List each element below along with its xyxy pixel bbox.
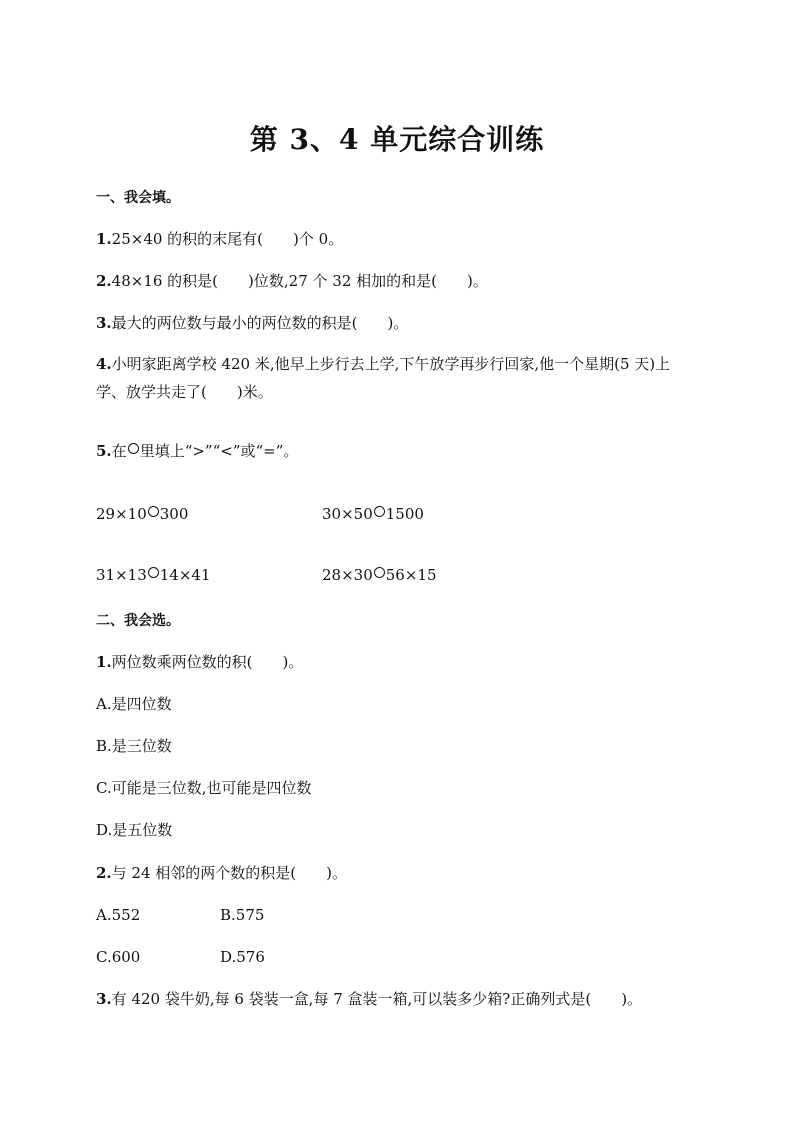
question-2-3 xyxy=(96,988,642,1010)
question-text: 25×40 的积的末尾有( )个 0。 xyxy=(111,230,344,248)
question-text: 两位数乘两位数的积( )。 xyxy=(111,653,304,671)
question-text-pre: 在 xyxy=(111,442,127,460)
question-text: 最大的两位数与最小的两位数的积是( )。 xyxy=(111,314,409,332)
section-heading-fill: 一、我会填。 xyxy=(96,190,180,206)
option-c[interactable]: C.可能是三位数,也可能是四位数 xyxy=(96,779,312,797)
option-c[interactable]: C.600 xyxy=(96,948,141,966)
question-text: 有 420 袋牛奶,每 6 袋装一盒,每 7 盒装一箱,可以装多少箱?正确列式是( )。 xyxy=(111,990,643,1008)
compare-circle-icon[interactable] xyxy=(148,567,159,578)
question-number: 1. xyxy=(96,230,112,248)
question-number: 2. xyxy=(96,272,112,290)
option-b[interactable]: B.是三位数 xyxy=(96,737,172,755)
question-2-2 xyxy=(96,862,347,884)
compare-circle-icon[interactable] xyxy=(148,506,159,517)
question-number: 2. xyxy=(96,864,112,882)
compare-item-1 xyxy=(96,503,188,525)
compare-item-2 xyxy=(322,503,424,525)
question-1-4 xyxy=(96,350,696,406)
compare-right: 300 xyxy=(159,505,189,523)
page-title: 第 3、4 单元综合训练 xyxy=(249,123,545,156)
option-a[interactable]: A.552 xyxy=(96,906,141,924)
question-2-1 xyxy=(96,651,303,673)
option-d[interactable]: D.是五位数 xyxy=(96,821,173,839)
compare-left: 31×13 xyxy=(96,566,147,584)
question-1-2 xyxy=(96,270,488,292)
section-heading-choice: 二、我会选。 xyxy=(96,613,180,629)
question-1-1 xyxy=(96,228,343,250)
question-text: 与 24 相邻的两个数的积是( )。 xyxy=(111,864,348,882)
option-a[interactable]: A.是四位数 xyxy=(96,695,172,713)
compare-circle-icon[interactable] xyxy=(374,506,385,517)
question-number: 1. xyxy=(96,653,112,671)
compare-right: 1500 xyxy=(385,505,424,523)
compare-circle-icon xyxy=(128,443,139,454)
compare-left: 29×10 xyxy=(96,505,147,523)
question-number: 3. xyxy=(96,314,112,332)
question-number: 5. xyxy=(96,442,112,460)
question-1-3 xyxy=(96,312,408,334)
question-number: 4. xyxy=(96,355,112,373)
option-d[interactable]: D.576 xyxy=(220,948,265,966)
compare-left: 30×50 xyxy=(322,505,373,523)
option-b[interactable]: B.575 xyxy=(220,906,265,924)
compare-left: 28×30 xyxy=(322,566,373,584)
compare-circle-icon[interactable] xyxy=(374,567,385,578)
compare-item-3 xyxy=(96,564,211,586)
question-1-5 xyxy=(96,440,298,462)
question-text-post: 里填上“>”“<”或“=”。 xyxy=(139,442,299,460)
compare-right: 14×41 xyxy=(159,566,211,584)
question-number: 3. xyxy=(96,990,112,1008)
question-text: 48×16 的积是( )位数,27 个 32 相加的和是( )。 xyxy=(111,272,488,290)
compare-item-4 xyxy=(322,564,437,586)
question-text: 小明家距离学校 420 米,他早上步行去上学,下午放学再步行回家,他一个星期(5 天)上学、放学共走了( )米。 xyxy=(96,355,671,401)
compare-right: 56×15 xyxy=(385,566,437,584)
